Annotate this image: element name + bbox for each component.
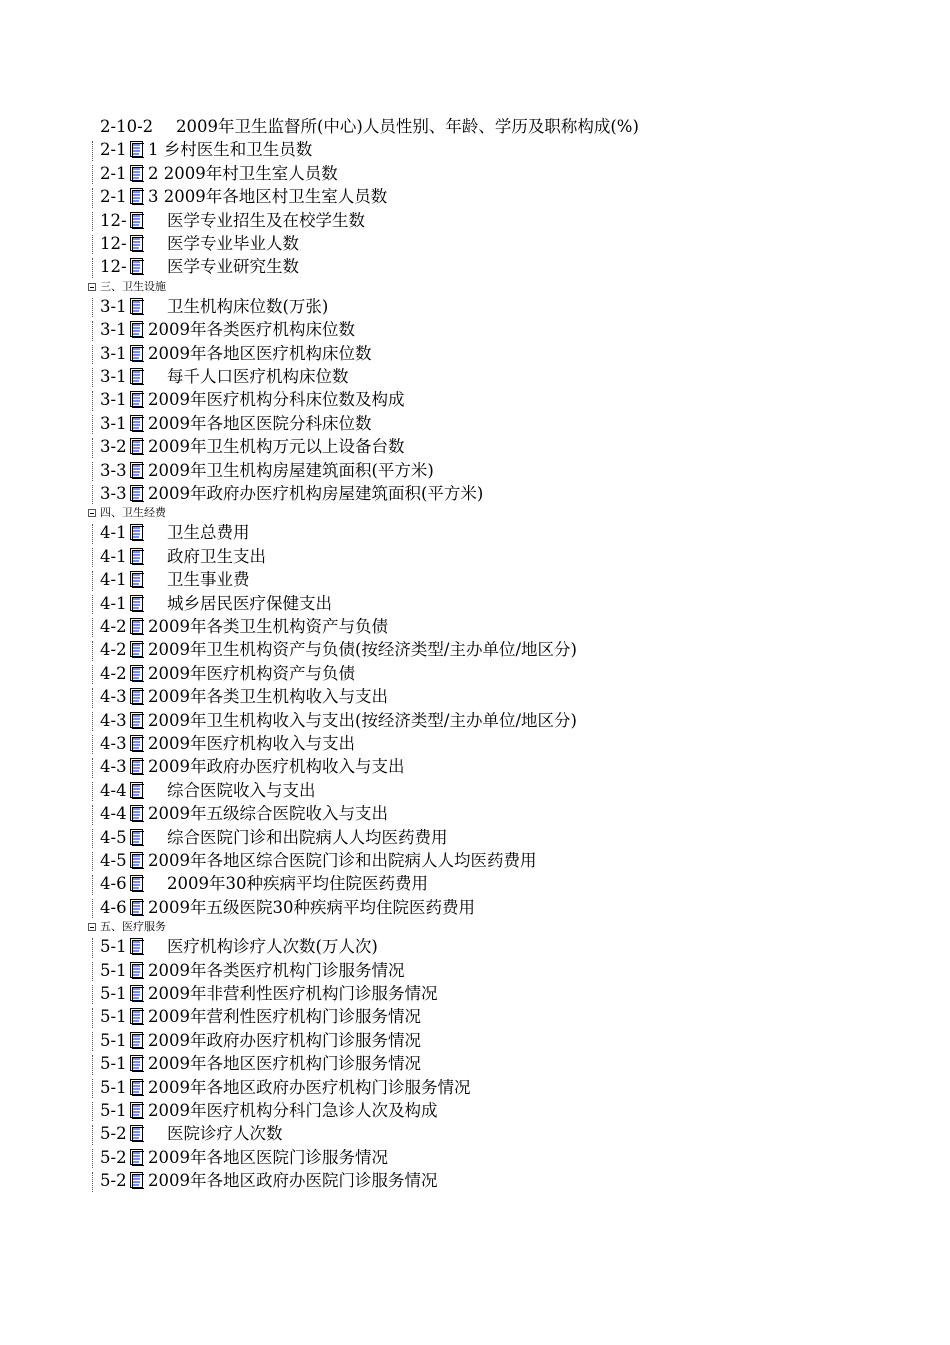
tree-connector [92, 1055, 93, 1074]
table-number: 3-1 [100, 367, 127, 386]
list-item[interactable] [100, 521, 250, 544]
document-icon [130, 258, 144, 275]
tree-connector [92, 141, 93, 160]
list-item[interactable] [100, 592, 332, 615]
table-title: 2009年各类卫生机构资产与负债 [148, 617, 388, 636]
table-title: 2009年各地区综合医院门诊和出院病人人均医药费用 [148, 851, 537, 870]
table-number: 4-5 [100, 851, 127, 870]
list-item[interactable] [100, 545, 266, 568]
list-item[interactable] [100, 1169, 438, 1192]
table-number: 5-1 [100, 1077, 127, 1097]
table-number: 2-10-2 [100, 117, 154, 136]
list-item[interactable] [100, 685, 388, 708]
table-title: 2009年五级综合医院收入与支出 [148, 804, 388, 824]
section-heading[interactable]: 四、卫生经费 [100, 506, 166, 520]
document-icon [130, 1102, 144, 1119]
tree-connector [92, 235, 93, 254]
table-number: 4-4 [100, 780, 127, 800]
table-title: 2009年各地区政府办医疗机构门诊服务情况 [148, 1077, 471, 1097]
document-icon [130, 345, 144, 362]
list-item[interactable] [100, 138, 313, 161]
table-number: 4-1 [100, 570, 127, 590]
document-icon [130, 548, 144, 565]
table-title: 1 乡村医生和卫生员数 [148, 140, 313, 160]
list-item[interactable] [100, 732, 355, 755]
tree-connector [92, 462, 93, 481]
list-item[interactable] [100, 482, 484, 505]
document-icon [130, 321, 144, 338]
table-number: 4-1 [100, 523, 127, 543]
list-item[interactable] [100, 826, 448, 849]
document-icon [130, 962, 144, 979]
tree-connector [92, 1008, 93, 1027]
document-icon [130, 235, 144, 252]
list-item[interactable] [100, 982, 438, 1005]
document-icon [130, 1172, 144, 1189]
document-icon [130, 712, 144, 729]
tree-connector [92, 665, 93, 684]
tree-connector [92, 548, 93, 567]
table-title: 2009年各地区医疗机构床位数 [148, 343, 372, 363]
table-number: 5-1 [100, 1054, 127, 1074]
tree-connector [92, 524, 93, 543]
document-icon [130, 165, 144, 182]
table-number: 3-1 [100, 413, 127, 433]
table-number: 2-1 [100, 163, 127, 183]
document-icon [130, 618, 144, 635]
table-title: 政府卫生支出 [167, 546, 266, 566]
table-title: 2009年政府办医疗机构收入与支出 [148, 757, 405, 777]
tree-connector [92, 938, 93, 957]
document-icon [130, 485, 144, 502]
table-title: 医学专业毕业人数 [167, 234, 299, 253]
table-title: 2009年各地区医院分科床位数 [148, 413, 372, 433]
tree-connector [92, 805, 93, 824]
list-item[interactable] [100, 255, 299, 278]
document-icon [130, 899, 144, 916]
table-number: 4-2 [100, 617, 127, 636]
document-icon [130, 938, 144, 955]
tree-connector [92, 1149, 93, 1168]
document-icon [130, 141, 144, 158]
list-item[interactable] [100, 755, 405, 778]
table-title: 卫生机构床位数(万张) [167, 296, 329, 316]
table-number: 4-4 [100, 804, 127, 824]
table-number: 2-1 [100, 140, 127, 160]
document-icon [130, 212, 144, 229]
table-number: 5-1 [100, 1007, 127, 1027]
list-item[interactable] [100, 896, 475, 919]
list-item[interactable] [100, 232, 299, 255]
document-icon [130, 1125, 144, 1142]
table-number: 5-1 [100, 1030, 127, 1050]
table-number: 4-5 [100, 827, 127, 847]
list-item[interactable] [100, 849, 537, 872]
document-icon [130, 782, 144, 799]
table-title: 医疗机构诊疗人次数(万人次) [167, 937, 378, 957]
list-item[interactable] [100, 568, 250, 591]
table-title: 2009年卫生机构万元以上设备台数 [148, 437, 405, 457]
tree-connector [92, 735, 93, 754]
document-icon [130, 758, 144, 775]
table-title: 2009年各地区政府办医院门诊服务情况 [148, 1171, 438, 1191]
tree-connector [92, 438, 93, 457]
tree-connector [92, 618, 93, 637]
section-heading[interactable]: 五、医疗服务 [100, 920, 166, 934]
list-item[interactable] [100, 615, 388, 638]
table-title: 2009年卫生监督所(中心)人员性别、年龄、学历及职称构成(%) [176, 117, 639, 136]
document-icon [130, 571, 144, 588]
tree-connector [92, 321, 93, 340]
tree-connector [92, 415, 93, 434]
document-icon [130, 852, 144, 869]
tree-connector [92, 298, 93, 317]
tree-connector [92, 165, 93, 184]
list-item[interactable] [100, 388, 405, 411]
tree-connector [92, 571, 93, 590]
table-title: 综合医院收入与支出 [167, 780, 316, 800]
document-icon [130, 368, 144, 385]
table-number: 5-2 [100, 1124, 127, 1144]
tree-connector [92, 829, 93, 848]
table-number: 12- [100, 257, 127, 277]
list-item[interactable] [100, 435, 405, 458]
list-item[interactable] [100, 1029, 421, 1052]
table-number: 5-2 [100, 1171, 127, 1191]
table-number: 4-6 [100, 897, 127, 917]
tree-connector [92, 1079, 93, 1098]
table-title: 2009年医疗机构分科门急诊人次及构成 [148, 1101, 438, 1120]
document-icon [130, 391, 144, 408]
list-item[interactable] [100, 1052, 421, 1075]
table-number: 2-1 [100, 187, 127, 207]
document-icon [130, 985, 144, 1002]
document-icon [130, 829, 144, 846]
list-item[interactable] [100, 162, 338, 185]
table-number: 5-2 [100, 1147, 127, 1167]
list-item[interactable] [100, 318, 355, 341]
list-item[interactable] [100, 709, 577, 732]
table-number: 4-1 [100, 546, 127, 566]
tree-connector [92, 985, 93, 1004]
table-number: 3-1 [100, 390, 127, 410]
table-title: 2009年各类医疗机构床位数 [148, 320, 355, 340]
document-icon [130, 1008, 144, 1025]
list-item[interactable] [100, 209, 365, 232]
table-number: 3-2 [100, 437, 127, 457]
table-number: 4-3 [100, 734, 127, 753]
document-icon [130, 298, 144, 315]
tree-connector [92, 368, 93, 387]
document-icon [130, 188, 144, 205]
list-item[interactable] [100, 802, 388, 825]
tree-connector [92, 641, 93, 660]
list-item[interactable] [100, 935, 378, 958]
tree-connector [92, 391, 93, 410]
table-title: 2009年各地区医院门诊服务情况 [148, 1147, 388, 1167]
list-item[interactable] [100, 412, 372, 435]
list-item[interactable] [100, 662, 355, 685]
document-icon [130, 805, 144, 822]
tree-connector [92, 1172, 93, 1191]
tree-connector [92, 712, 93, 731]
section-heading[interactable]: 三、卫生设施 [100, 279, 166, 293]
table-title: 每千人口医疗机构床位数 [167, 367, 349, 386]
table-number: 4-1 [100, 593, 127, 613]
list-item[interactable] [100, 1122, 283, 1145]
document-icon [130, 688, 144, 705]
list-item[interactable] [100, 959, 405, 982]
table-number: 4-3 [100, 687, 127, 707]
table-title: 2009年各地区医疗机构门诊服务情况 [148, 1054, 421, 1074]
tree-connector [92, 875, 93, 894]
table-title: 2009年医疗机构资产与负债 [148, 663, 355, 683]
collapse-toggle-icon[interactable] [88, 923, 96, 931]
table-number: 5-1 [100, 937, 127, 957]
list-item[interactable] [100, 459, 434, 482]
table-number: 3-1 [100, 296, 127, 316]
tree-connector [92, 212, 93, 231]
collapse-toggle-icon[interactable] [88, 509, 96, 517]
table-title: 2009年政府办医疗机构房屋建筑面积(平方米) [148, 484, 484, 503]
document-icon [130, 595, 144, 612]
table-title: 2009年五级医院30种疾病平均住院医药费用 [148, 897, 475, 917]
table-number: 3-3 [100, 460, 127, 480]
table-number: 3-1 [100, 320, 127, 340]
document-icon [130, 524, 144, 541]
document-icon [130, 875, 144, 892]
document-icon [130, 735, 144, 752]
tree-connector [92, 345, 93, 364]
tree-connector [92, 258, 93, 277]
list-item[interactable] [100, 1005, 421, 1028]
table-title: 2009年营利性医疗机构门诊服务情况 [148, 1007, 421, 1027]
table-title: 2009年卫生机构收入与支出(按经济类型/主办单位/地区分) [148, 710, 577, 730]
tree-connector [92, 688, 93, 707]
tree-connector [92, 758, 93, 777]
table-number: 3-3 [100, 484, 127, 503]
table-number: 5-1 [100, 1101, 127, 1120]
list-item[interactable] [100, 638, 577, 661]
table-number: 5-1 [100, 960, 127, 980]
table-title: 综合医院门诊和出院病人人均医药费用 [167, 827, 448, 847]
table-number: 4-2 [100, 640, 127, 660]
list-item[interactable] [100, 295, 329, 318]
table-number: 5-1 [100, 984, 127, 1003]
table-number: 12- [100, 234, 127, 253]
table-number: 4-2 [100, 663, 127, 683]
list-item[interactable] [100, 1099, 438, 1122]
table-title: 2009年各类医疗机构门诊服务情况 [148, 960, 405, 980]
tree-connector [92, 1125, 93, 1144]
table-title: 2009年各类卫生机构收入与支出 [148, 687, 388, 707]
table-title: 2009年医疗机构分科床位数及构成 [148, 390, 405, 410]
list-item[interactable] [100, 115, 639, 138]
tree-connector [92, 852, 93, 871]
table-number: 4-3 [100, 757, 127, 777]
table-title: 城乡居民医疗保健支出 [167, 593, 332, 613]
document-icon [130, 1055, 144, 1072]
tree-connector [92, 188, 93, 207]
list-item[interactable] [100, 779, 316, 802]
list-item[interactable] [100, 1146, 388, 1169]
table-title: 2009年非营利性医疗机构门诊服务情况 [148, 984, 438, 1003]
document-icon [130, 462, 144, 479]
table-title: 医学专业招生及在校学生数 [167, 210, 365, 230]
table-title: 2 2009年村卫生室人员数 [148, 163, 338, 183]
document-icon [130, 1032, 144, 1049]
tree-connector [92, 962, 93, 981]
tree-connector [92, 485, 93, 504]
document-icon [130, 415, 144, 432]
tree-connector [92, 899, 93, 918]
tree-connector [92, 1032, 93, 1051]
tree-connector [92, 595, 93, 614]
table-number: 4-6 [100, 874, 127, 894]
table-title: 2009年卫生机构房屋建筑面积(平方米) [148, 460, 434, 480]
table-title: 2009年政府办医疗机构门诊服务情况 [148, 1030, 421, 1050]
document-icon [130, 665, 144, 682]
document-icon [130, 641, 144, 658]
table-title: 2009年卫生机构资产与负债(按经济类型/主办单位/地区分) [148, 640, 577, 660]
document-icon [130, 1079, 144, 1096]
table-title: 卫生事业费 [167, 570, 250, 590]
list-item[interactable] [100, 872, 428, 895]
table-title: 医院诊疗人次数 [167, 1124, 283, 1144]
tree-connector [92, 1102, 93, 1121]
list-item[interactable] [100, 365, 349, 388]
table-number: 3-1 [100, 343, 127, 363]
table-title: 卫生总费用 [167, 523, 250, 543]
document-icon [130, 1149, 144, 1166]
table-number: 12- [100, 210, 127, 230]
table-title: 医学专业研究生数 [167, 257, 299, 277]
tree-connector [92, 782, 93, 801]
document-icon [130, 438, 144, 455]
list-item[interactable] [100, 342, 372, 365]
list-item[interactable] [100, 185, 388, 208]
table-title: 2009年30种疾病平均住院医药费用 [167, 874, 428, 894]
table-number: 4-3 [100, 710, 127, 730]
table-title: 2009年医疗机构收入与支出 [148, 734, 355, 753]
list-item[interactable] [100, 1076, 471, 1099]
table-title: 3 2009年各地区村卫生室人员数 [148, 187, 388, 207]
collapse-toggle-icon[interactable] [88, 283, 96, 291]
